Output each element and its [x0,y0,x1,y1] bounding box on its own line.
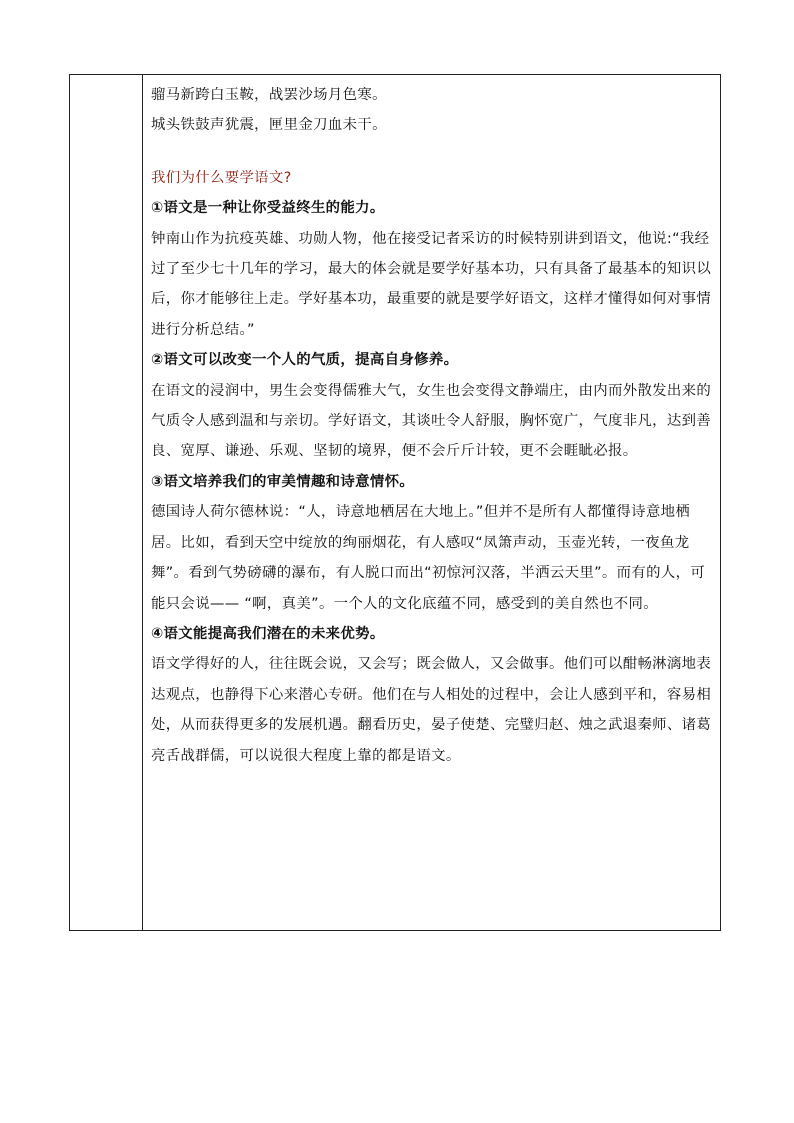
point-1-heading: ①语文是一种让你受益终生的能力。 [151,200,385,217]
poem-line-2: 城头铁鼓声犹震，匣里金刀血未干。 [151,117,387,134]
point-4-body: 语文学得好的人，往往既会说，又会写；既会做人，又会做事。他们可以酣畅淋漓地表达观点，也静得下心来潜心专研。他们在与人相处的过程中，会让人感到平和，容易相处，从而获得更多的发展机遇。翻看历史，晏子使楚、完璧归赵、烛之武退秦师、诸葛亮舌战群儒，可以说很大程度上靠的都是语文。 [151,656,712,764]
point-4-heading: ④语文能提高我们潜在的未来优势。 [151,625,385,642]
lesson-table [69,74,721,931]
poem-line-1: 骝马新跨白玉鞍，战罢沙场月色寒。 [151,87,387,103]
point-3-body: 德国诗人荷尔德林说：“人，诗意地栖居在大地上。”但并不是所有人都懂得诗意地栖居。比如，看到天空中绽放的绚丽烟花，有人感叹“凤箫声动，玉壶光转，一夜鱼龙舞”。看到气势磅礴的瀑布，有人脱口而出“初惊河汉落，半洒云天里”。而有的人，可能只会说—— “啊，真美”。一个人的文化底蕴不同，感受到的美自然也不同。 [151,504,706,612]
point-2-heading: ②语文可以改变一个人的气质，提高自身修养。 [151,352,459,369]
paragraph-gap [151,141,714,163]
point-1-body: 钟南山作为抗疫英雄、功勋人物，他在接受记者采访的时候特别讲到语文，他说:“我经过了至少七十几年的学习，最大的体会就是要学好基本功，只有具备了最基本的知识以后，你才能够往上走。学好基本功，最重要的就是要学好语文，这样才懂得如何对事情进行分析总结。” [151,230,712,338]
table-content-cell [144,75,720,930]
question-heading: 我们为什么要学语文? [151,169,292,186]
table-left-column [70,75,143,930]
point-3-heading: ③语文培养我们的审美情趣和诗意情怀。 [151,473,415,490]
point-2-body: 在语文的浸润中，男生会变得儒雅大气，女生也会变得文静端庄，由内而外散发出来的气质令人感到温和与亲切。学好语文，其谈吐令人舒服，胸怀宽广，气度非凡，达到善良、宽厚、谦逊、乐观、坚韧的境界，便不会斤斤计较，更不会睚眦必报。 [151,382,712,460]
